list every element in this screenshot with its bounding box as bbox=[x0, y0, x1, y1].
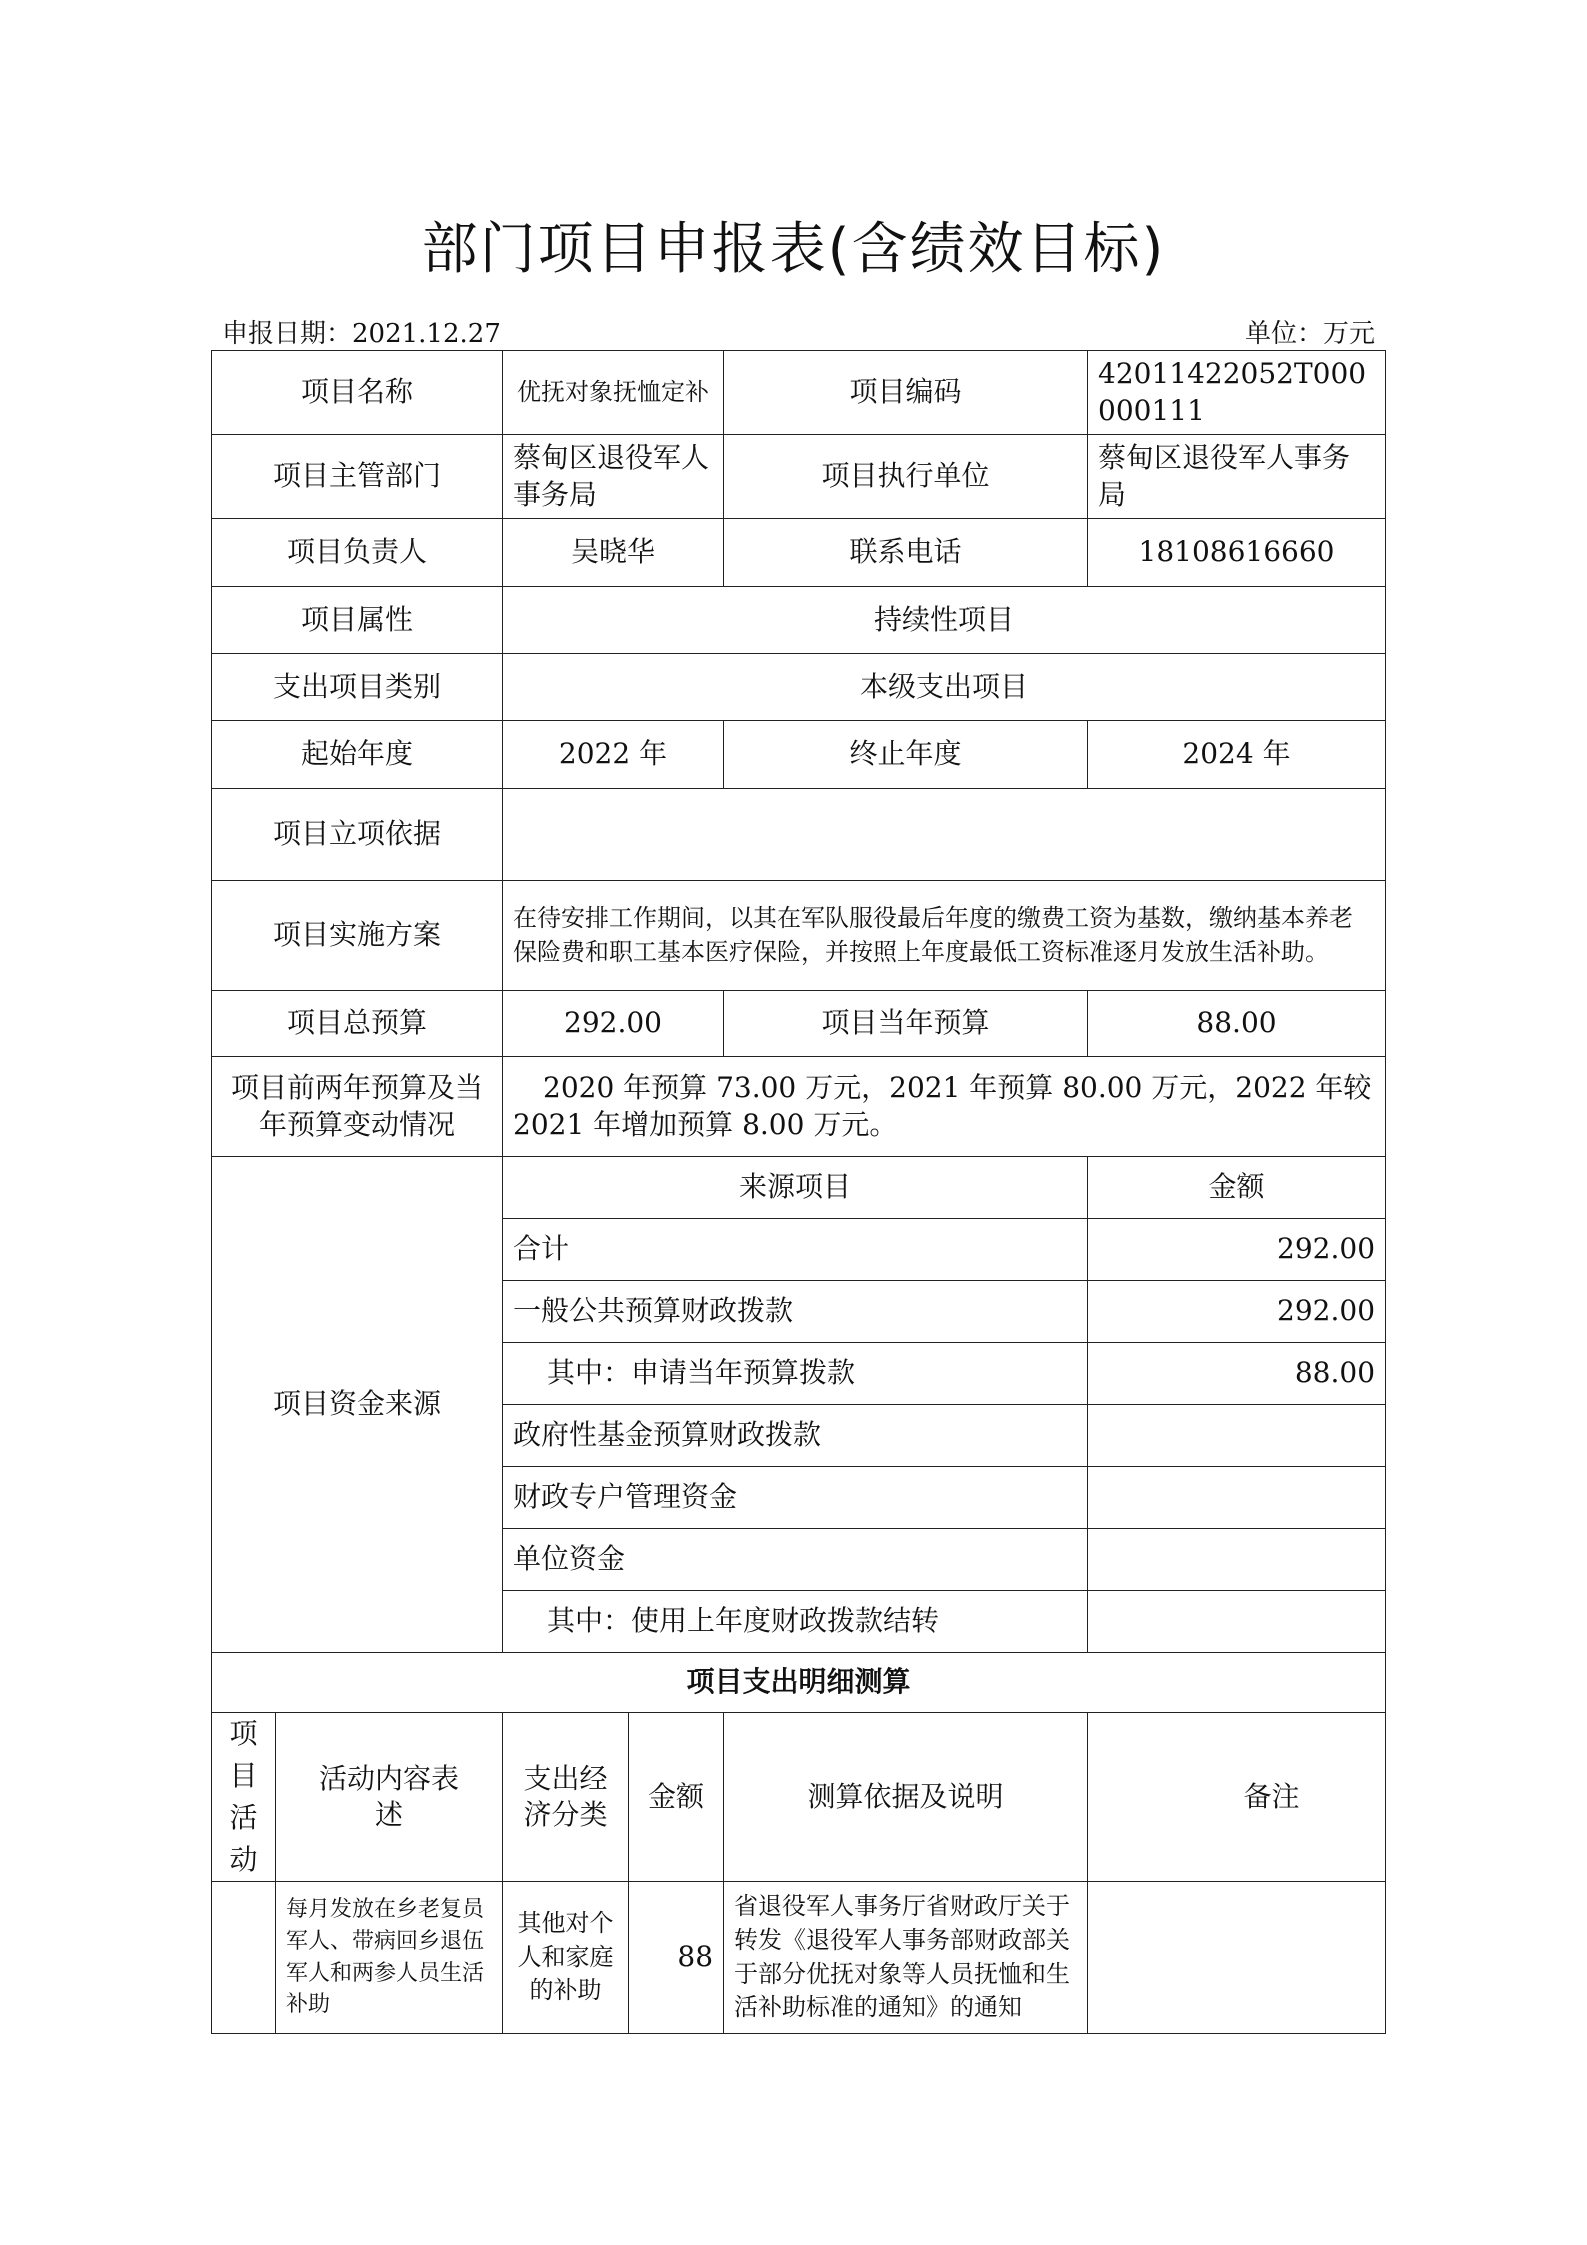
funding-amount bbox=[1088, 1467, 1386, 1529]
project-code-value: 42011422052T000000111 bbox=[1088, 351, 1386, 435]
header-econ: 支出经济分类 bbox=[503, 1713, 629, 1882]
detail-econ: 其他对个人和家庭的补助 bbox=[503, 1882, 629, 2034]
funding-source-name: 合计 bbox=[503, 1219, 1088, 1281]
row-project-name bbox=[212, 351, 1386, 435]
change-label: 项目前两年预算及当年预算变动情况 bbox=[212, 1057, 503, 1157]
funding-amount bbox=[1088, 1529, 1386, 1591]
total-budget-label: 项目总预算 bbox=[212, 991, 503, 1057]
basis-label: 项目立项依据 bbox=[212, 789, 503, 881]
detail-content: 每月发放在乡老复员军人、带病回乡退伍军人和两参人员生活补助 bbox=[276, 1882, 503, 2034]
funding-source-name: 一般公共预算财政拨款 bbox=[503, 1281, 1088, 1343]
funding-source-header: 来源项目 bbox=[503, 1157, 1088, 1219]
category-value: 本级支出项目 bbox=[503, 654, 1386, 721]
exec-label: 项目执行单位 bbox=[724, 435, 1088, 519]
row-category bbox=[212, 654, 1386, 721]
detail-amount: 88 bbox=[629, 1882, 724, 2034]
detail-remark bbox=[1088, 1882, 1386, 2034]
detail-header-row bbox=[212, 1713, 1386, 1882]
funding-source-name: 单位资金 bbox=[503, 1529, 1088, 1591]
year-budget-value: 88.00 bbox=[1088, 991, 1386, 1057]
leader-label: 项目负责人 bbox=[212, 519, 503, 587]
project-name-value: 优抚对象抚恤定补 bbox=[503, 351, 724, 435]
row-attr bbox=[212, 587, 1386, 654]
funding-source-name: 财政专户管理资金 bbox=[503, 1467, 1088, 1529]
detail-activity bbox=[212, 1882, 276, 2034]
project-name-label: 项目名称 bbox=[212, 351, 503, 435]
funding-amount: 88.00 bbox=[1088, 1343, 1386, 1405]
report-date: 申报日期：2021.12.27 bbox=[222, 319, 501, 349]
header-amount: 金额 bbox=[629, 1713, 724, 1882]
plan-value: 在待安排工作期间，以其在军队服役最后年度的缴费工资为基数，缴纳基本养老保险费和职工基本医疗保险，并按照上年度最低工资标准逐月发放生活补助。 bbox=[503, 881, 1386, 991]
row-basis bbox=[212, 789, 1386, 881]
plan-label: 项目实施方案 bbox=[212, 881, 503, 991]
page-title: 部门项目申报表(含绩效目标) bbox=[421, 217, 1166, 282]
project-form-table bbox=[211, 350, 1386, 2034]
row-leader bbox=[212, 519, 1386, 587]
year-budget-label: 项目当年预算 bbox=[724, 991, 1088, 1057]
header-activity: 项目活动 bbox=[212, 1713, 276, 1882]
exec-value: 蔡甸区退役军人事务局 bbox=[1088, 435, 1386, 519]
detail-section-row bbox=[212, 1653, 1386, 1713]
unit-label: 单位：万元 bbox=[1244, 319, 1375, 349]
category-label: 支出项目类别 bbox=[212, 654, 503, 721]
start-year-label: 起始年度 bbox=[212, 721, 503, 789]
detail-section-title: 项目支出明细测算 bbox=[212, 1653, 1386, 1713]
attr-value: 持续性项目 bbox=[503, 587, 1386, 654]
funding-header-row bbox=[212, 1157, 1386, 1219]
row-years bbox=[212, 721, 1386, 789]
header-basis: 测算依据及说明 bbox=[724, 1713, 1088, 1882]
header-content: 活动内容表述 bbox=[276, 1713, 503, 1882]
funding-source-name: 其中：使用上年度财政拨款结转 bbox=[503, 1591, 1088, 1653]
total-budget-value: 292.00 bbox=[503, 991, 724, 1057]
start-year-value: 2022 年 bbox=[503, 721, 724, 789]
end-year-value: 2024 年 bbox=[1088, 721, 1386, 789]
detail-basis: 省退役军人事务厅省财政厅关于转发《退役军人事务部财政部关于部分优抚对象等人员抚恤和生活补助标准的通知》的通知 bbox=[724, 1882, 1088, 2034]
row-change bbox=[212, 1057, 1386, 1157]
leader-value: 吴晓华 bbox=[503, 519, 724, 587]
funding-amount: 292.00 bbox=[1088, 1281, 1386, 1343]
funding-amount: 292.00 bbox=[1088, 1219, 1386, 1281]
basis-value bbox=[503, 789, 1386, 881]
funding-amount bbox=[1088, 1591, 1386, 1653]
funding-amount bbox=[1088, 1405, 1386, 1467]
detail-row bbox=[212, 1882, 1386, 2034]
phone-label: 联系电话 bbox=[724, 519, 1088, 587]
header-remark: 备注 bbox=[1088, 1713, 1386, 1882]
funding-source-name: 政府性基金预算财政拨款 bbox=[503, 1405, 1088, 1467]
dept-value: 蔡甸区退役军人事务局 bbox=[503, 435, 724, 519]
attr-label: 项目属性 bbox=[212, 587, 503, 654]
change-value: 2020 年预算 73.00 万元，2021 年预算 80.00 万元，2022 年较 2021 年增加预算 8.00 万元。 bbox=[503, 1057, 1386, 1157]
project-code-label: 项目编码 bbox=[724, 351, 1088, 435]
dept-label: 项目主管部门 bbox=[212, 435, 503, 519]
funding-amount-header: 金额 bbox=[1088, 1157, 1386, 1219]
end-year-label: 终止年度 bbox=[724, 721, 1088, 789]
funding-source-name: 其中：申请当年预算拨款 bbox=[503, 1343, 1088, 1405]
row-plan bbox=[212, 881, 1386, 991]
row-dept bbox=[212, 435, 1386, 519]
row-budget bbox=[212, 991, 1386, 1057]
phone-value: 18108616660 bbox=[1088, 519, 1386, 587]
funding-label: 项目资金来源 bbox=[212, 1157, 503, 1653]
